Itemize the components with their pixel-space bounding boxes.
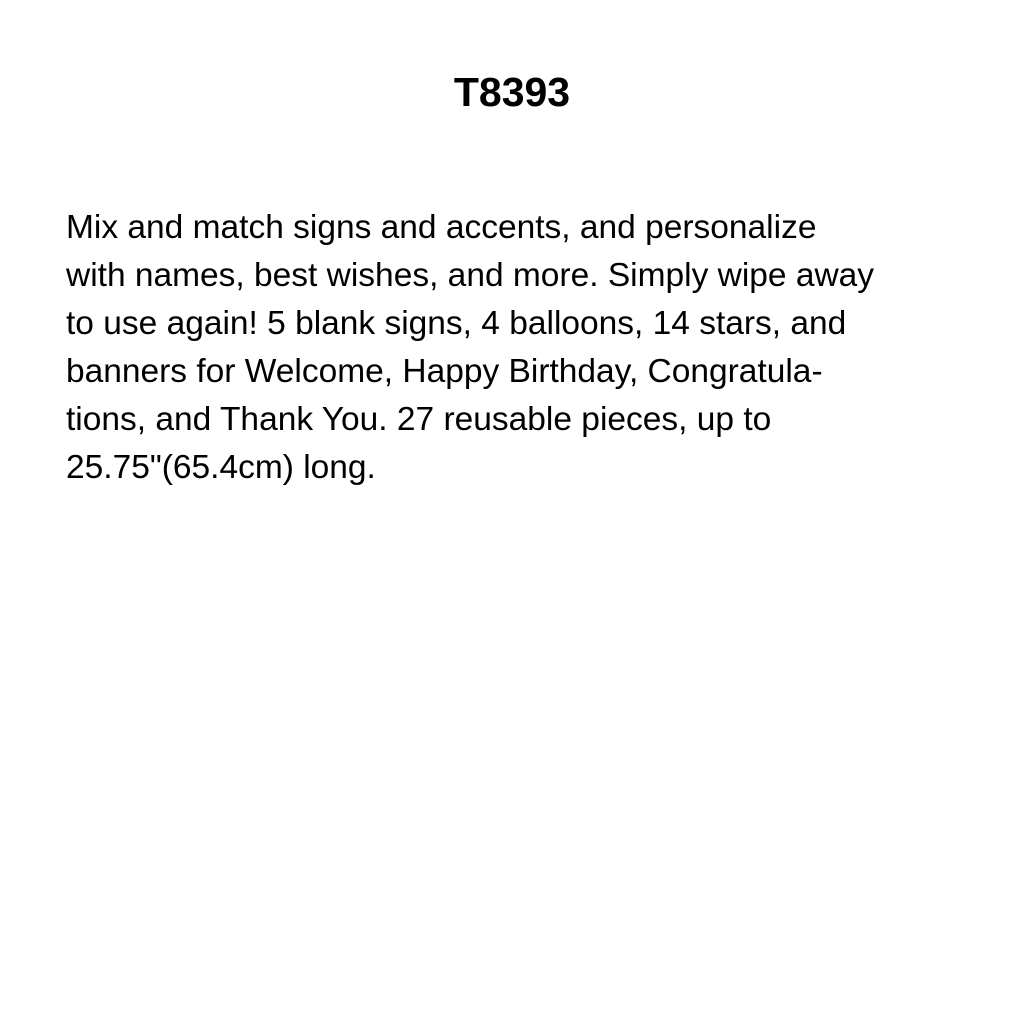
product-description <box>66 204 966 492</box>
page-title: T8393 <box>453 69 571 115</box>
description-line: banners for Welcome, Happy Birthday, Congratula- <box>66 353 823 390</box>
description-line: with names, best wishes, and more. Simply wipe away <box>66 257 875 294</box>
description-line: to use again! 5 blank signs, 4 balloons, 14 stars, and <box>66 305 847 342</box>
description-line: tions, and Thank You. 27 reusable pieces, up to <box>66 401 772 438</box>
description-line: 25.75"(65.4cm) long. <box>66 449 376 486</box>
description-line: Mix and match signs and accents, and personalize <box>66 209 817 246</box>
